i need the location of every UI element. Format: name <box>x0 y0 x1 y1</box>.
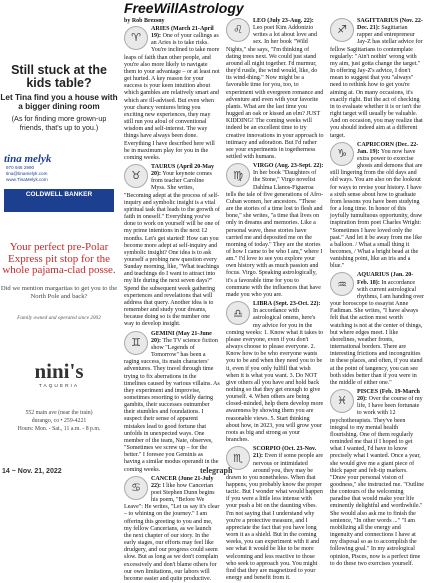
horoscope-taurus <box>124 164 220 329</box>
horoscope-text: ♌ LEO (July 23-Aug. 22): Leo poet Kim Addonizio writes a lot about love and sex. In her book "Wild Nights," she says, "I'm thinking of dating trees next. We could just stand around all night together. I'd murmur, they'd rustle, the wind would, like, do its wind-thing." Now might be a favorable time for you, too, to experiment with evergreen romance and adventure and even with your favorite plants. What are the last time you hugged an oak or kissed an elm? JUST KIDDING! The coming weeks will indeed be an excellent time to try creative innovations in your approach to intimacy and adoration. But I'd rather see your experiments in togetherness settled with humans. <box>226 18 324 160</box>
horoscope-text: ♊ GEMINI (May 21-June 20): The TV science fiction show "Legends of Tomorrow" has been a raging success, its main characters' adventures. They travel through time trying to fix aberrations in the timelines caused by various villains. As they experiment and improvise, sometimes resorting to wildly daring gambits, their successes outnumber their stumbles and foundations. I suspect their sense of apparent mistakes lead to good fortune that unfolds in unexpected ways. One member of the team, Nate, observes, "Sometimes we screw up – for the better." I foresee you Geminis as having a similar modus operandi in the coming weeks. <box>124 330 220 473</box>
real-estate-ad[interactable] <box>0 30 118 130</box>
horoscope-gemini <box>124 331 220 474</box>
horoscope-leo <box>226 18 324 161</box>
horoscope-text: ♑ CAPRICORN (Dec. 22-Jan. 19): You now have extra power to exorcise ghosts and demons that are still lingering from the old days and old ways. You are also on the lookout for ways to revise your history. I have a sixth sense about how to graduate from lessons you have been studying for a long time. In honor of this joyfully tumultuous opportunity, draw inspiration from poet Charles Wright: "Sometimes I have loved only the past." And let it be away from me like a balloon. / What a small thing it becomes, / What a bright bead at the vanishing point, like an iris and a blue." <box>330 141 423 270</box>
ad-address: 552 main ave (near the train) durango, co • 259-4221 Hours: Mon. - Sat., 11 a.m. - 8 p.m. <box>17 409 101 432</box>
libra-icon: ♎ <box>226 301 250 325</box>
sign-heading: CAPRICORN (Dec. 22-Jan. 19): <box>357 141 419 155</box>
sign-heading: TAURUS (April 20-May 20): <box>151 163 215 178</box>
coldwell-banker-logo: COLDWELL BANKER <box>4 189 114 212</box>
aquarius-icon: ♒ <box>330 272 354 296</box>
sign-heading: LIBRA (Sept. 23-Oct. 22): <box>253 301 321 308</box>
horoscope-aries <box>124 26 220 162</box>
sign-heading: SCORPIO (Oct. 23-Nov. 21): <box>253 446 317 460</box>
horoscope-capricorn <box>330 142 424 271</box>
horoscope-text: ♐ SAGITTARIUS (Nov. 22-Dec. 21): Sagittarian rapper and entrepreneur Jay-Z has stellar advice for fellow Sagittarians to contemplate regularly: "Ain't nothin' wrong with my aim, just gotta change the target." In offering Jay-Z's advice, I don't mean to suggest that you "always" need to rethink how to get you're aiming at. On many occasions, it's exactly right. But the act of checking in to evaluate whether it is or isn't the right target will usually be valuable. And on occasion, you may realize that you should indeed aim at a different target. <box>330 18 423 139</box>
horoscope-virgo <box>226 163 324 299</box>
horoscope-aquarius <box>330 272 424 387</box>
sign-heading: CANCER (June 21-July 22): <box>151 475 214 489</box>
capricorn-icon: ♑ <box>330 142 354 166</box>
ad-tagline: Let Tina find you a house with a bigger dining room <box>0 93 118 111</box>
ad-note: (As for finding more grown-up friends, that's up to you.) <box>11 114 107 132</box>
tina-melyk-ad[interactable] <box>0 153 118 233</box>
sign-heading: GEMINI (May 21-June 20): <box>151 330 212 344</box>
ninis-logo: nini's TAQUERIA <box>34 358 84 389</box>
publication-name: telegraph <box>200 466 233 475</box>
horoscope-text: ♍ VIRGO (Aug. 23-Sept. 22): In her book "Daughters of the Stone," Virgo novelist Dahlma Llanos-Figueroa tells the tale of five generations of Afro-Cuban women, her ancestors. "These are the stories of a time lost to flesh and bone," she writes, "a time that lives on only in dreams and memories. Like a personal wave, these stories have carried me and deposited me on the morning of today." They are the stories of how I came to be who I am," where I am." I'd love to see you explore your own history with as much passion and focus. Virgo. Speaking astrologically, it's a favorable time for you to commune with the influences that have made you who you are. <box>226 163 324 298</box>
sign-heading: ARIES (March 21-April 19): <box>151 26 214 40</box>
byline: by Rob Brezsny <box>124 18 165 24</box>
horoscope-text: ♈ ARIES (March 21-April 19): One of your callings as an Aries is to take risks. You're inclined to take more leaps of faith than other people, and you're also more likely to navigate them to your advantage – or at least not get hurted. A key reason for your success is your keen intuition about which gambles are relatively smart and which are ill-advised. But even when your chancy ventures bring you exciting new experiences, they may still run you afoul of conventional wisdom and self-interest. The way things have always been done. Everything I have described here will be in maximum play for you in the coming weeks. <box>124 26 220 161</box>
horoscope-text: ♎ LIBRA (Sept. 23-Oct. 22): In accordance with astrological omens, here's my advice for you in the coming weeks: 1. Know what it takes to please everyone, even if you don't always choose to please everyone. 2. Know how to be who everyone wants you to be and when they need you to be it, even if you only fulfill that wish when it is what you want. 3. Do NOT give others all you have and hold back nothing so that they get enough to give yourself. 4. When others are being closed-minded, help them develop more awareness by showing them you are reasonable views. 5. Start thinking about how, in 2023, you will grow your roots as big and strong as your branches. <box>226 301 324 444</box>
sign-heading: AQUARIUS (Jan. 20-Feb. 18): <box>357 272 414 286</box>
sign-heading: VIRGO (Aug. 23-Sept. 22): <box>253 163 324 170</box>
scorpio-icon: ♏ <box>226 446 250 470</box>
ad-headline: Your perfect pre-Polar Express pit stop for the whole pajama-clad posse. <box>2 241 116 276</box>
tina-web: www.TinaMelyk.com <box>6 177 48 182</box>
virgo-icon: ♍ <box>226 163 250 187</box>
sign-heading: LEO (July 23-Aug. 22): <box>253 18 314 24</box>
sagittarius-icon: ♐ <box>330 18 354 42</box>
ad-subline: Did we mention margaritas to get you to the North Pole and back? <box>0 284 118 300</box>
taurus-icon: ♉ <box>124 164 148 188</box>
horoscope-text: ♉ TAURUS (April 20-May 20): Your keynote comes from teacher Caroline Myss. She writes, "Becoming adept at the process of self-inquiry and symbolic insight is a vital spiritual task that leads to the growth of faith in oneself." Everything you've done to work on yourself will be one of my prime intentions in the next 12 months. Let's get started! How can you become more adept at self-inquiry and symbolic insight? One idea is to ask yourself a probing new question every Sunday morning, like, "What teachings and teachings do I want to attract into my life during the next seven days?" Spend the subsequent week gathering experiences and revelations that will address that query. Another idea is to remember and study your dreams, because doing so is the number one way to develop insight. <box>124 163 220 328</box>
horoscope-libra <box>226 301 324 444</box>
page-footer <box>0 464 424 480</box>
horoscope-cancer <box>124 476 220 583</box>
horoscope-column-1 <box>124 24 220 583</box>
tina-email: tina@tinamelyk.com <box>6 171 48 176</box>
page-title: FreeWillAstrology <box>124 0 244 16</box>
horoscope-text: ♓ PISCES (Feb. 19-March 20): Over the course of my life, I have been fortunate to work with 12 psychotherapists. They've been integral to my mental health flourishing. One of them regularly reminded me that if I hoped to get what I wanted, I'd have to know precisely what I wanted. Once a year, she would give me a giant piece of thick paper and felt-tip markers. "Draw your personal vision of goodness," she instructed me. "Outline the contours of the welcoming paradise that would make your life eminently delightful and worthwhile." She would also ask me to finish the sentence, "In other words ..." "I am mobilizing all the energy and ingenuity and connections I have at my disposal so as to accomplish the following goal." In my astrological opinion, Pisces, now is a perfect time to do these two exercises yourself. <box>330 388 424 567</box>
tina-phone: 970 946 2990 <box>6 165 35 170</box>
page-number: 14 ~ Nov. 21, 2022 <box>2 468 62 475</box>
ninis-taqueria-ad[interactable] <box>0 236 118 480</box>
aries-icon: ♈ <box>124 26 148 50</box>
horoscope-column-2 <box>226 16 324 582</box>
gemini-icon: ♊ <box>124 331 148 355</box>
horoscope-column-3 <box>330 16 424 568</box>
sign-heading: PISCES (Feb. 19-March 20): <box>357 388 420 403</box>
ad-headline: Still stuck at the kids table? <box>11 63 107 90</box>
tina-logo: tina melyk <box>4 153 52 165</box>
sign-heading: SAGITTARIUS (Nov. 22-Dec. 21): <box>357 18 423 32</box>
pisces-icon: ♓ <box>330 389 354 413</box>
horoscope-text: ♋ CANCER (June 21-July 22): I like how Cancerian poet Stephen Dunn begins his poem, "Before We Leave": He writes, "Let us say it's clear – to whining on the journey." I am offering this greeting to you and me, my fellow Cancerians, as we launch the next chapter of our story. In the early stages, our efforts may feel like drudgery, and our progress could seem slow. But as long as we don't complain excessively and don't blame others for our own limitations, our labors will become easier and quite productive. <box>124 475 220 582</box>
ad-family-note: Family owned and operated since 2002 <box>17 314 101 321</box>
ad-column <box>0 0 118 480</box>
horoscope-text: ♒ AQUARIUS (Jan. 20-Feb. 18): In accordance with current astrological rhythms, I am handing over your horoscope to essayist Anne Fadiman. She writes, "I have always felt that the action most worth watching is not at the center of things, but where edges meet. I like shorelines, weather fronts, international borders. There are interesting frictions and incongruities in these places, and often, if you stand at the point of tangency, you can see both sides better than if you were in the middle of either one." <box>330 272 424 386</box>
horoscope-text: ♏ SCORPIO (Oct. 23-Nov. 21): Even if some people are nervous or intimidated around you, they may be drawn to you nonetheless. When that happens, you probably know the proper tactic. But I wonder what would happen if you were a little less intense with your push a bit on the daunting vibes. I'm not saying that I understand why you're a protective measure, and I appreciate the fact that you have long worn it as a shield. But in the coming weeks, you can experiment with it and see what it would be like to be more welcoming and less reactive to those who seek to approach you. You might find that they are magnetized to your energy and benefit from it. <box>226 446 324 582</box>
leo-icon: ♌ <box>226 18 250 42</box>
cancer-icon: ♋ <box>124 476 148 500</box>
horoscope-sagittarius <box>330 18 424 140</box>
